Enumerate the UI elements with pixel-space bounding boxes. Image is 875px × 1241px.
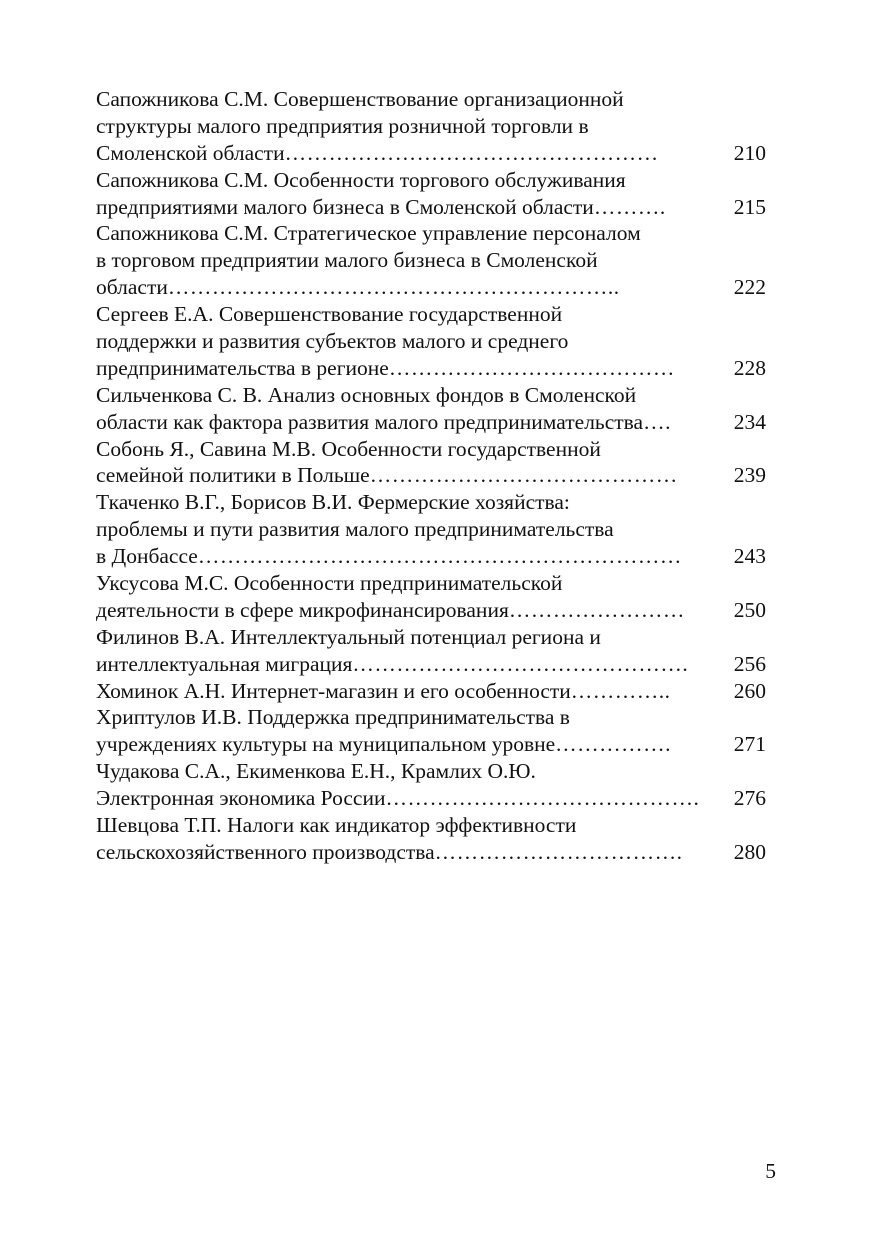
toc-page-ref: 256 xyxy=(733,651,766,676)
toc-entry-text: Смоленской области xyxy=(96,140,285,165)
toc-entry-text: Сильченкова С. В. Анализ основных фондов в Смоленской xyxy=(96,382,637,407)
leader-dots: …………………………………………………….. xyxy=(167,275,620,300)
toc-entry-text: Хоминок А.Н. Интернет-магазин и его особенности xyxy=(96,678,571,703)
toc-entry-last-line xyxy=(96,409,766,436)
toc-entry-last-line xyxy=(96,140,766,167)
toc-page-ref: 243 xyxy=(733,544,766,569)
toc-entry-text: в торговом предприятии малого бизнеса в Смоленской xyxy=(96,248,598,273)
leader-dots: ………. xyxy=(593,194,666,219)
toc-entry-text: в Донбассе xyxy=(96,544,198,569)
toc-entry-text: Электронная экономика России xyxy=(96,786,386,811)
toc-entry-text: сельскохозяйственного производства xyxy=(96,839,435,864)
toc-entry-text: поддержки и развития субъектов малого и среднего xyxy=(96,329,569,354)
toc-entry-last-line xyxy=(96,274,766,301)
toc-entry-line xyxy=(96,247,766,274)
table-of-contents xyxy=(96,86,766,866)
toc-page-ref: 234 xyxy=(733,409,766,434)
toc-entry-text: Ткаченко В.Г., Борисов В.И. Фермерские хозяйства: xyxy=(96,490,570,515)
toc-entry xyxy=(96,704,766,758)
leader-dots: ………………………………………. xyxy=(352,651,689,676)
toc-entry-text: области xyxy=(96,275,168,300)
toc-entry-text: учреждениях культуры на муниципальном уровне xyxy=(96,732,556,757)
toc-entry xyxy=(96,678,766,705)
toc-entry-text: Чудакова С.А., Екименкова Е.Н., Крамлих О.Ю. xyxy=(96,759,536,784)
leader-dots: ……………………………. xyxy=(434,839,683,864)
toc-entry xyxy=(96,758,766,812)
toc-page-ref: 260 xyxy=(733,678,766,703)
toc-entry-text: Сапожникова С.М. Особенности торгового обслуживания xyxy=(96,167,626,192)
toc-entry xyxy=(96,489,766,570)
toc-entry-text: Собонь Я., Савина М.В. Особенности государственной xyxy=(96,436,601,461)
toc-entry-line xyxy=(96,812,766,839)
toc-entry-text: структуры малого предприятия розничной торговли в xyxy=(96,113,589,138)
toc-entry-line xyxy=(96,167,766,194)
toc-entry-text: Сергеев Е.А. Совершенствование государственной xyxy=(96,302,563,327)
toc-entry-text: Уксусова М.С. Особенности предпринимательской xyxy=(96,571,563,596)
toc-entry-last-line xyxy=(96,355,766,382)
toc-entry-line xyxy=(96,382,766,409)
toc-entry xyxy=(96,382,766,436)
toc-entry-line xyxy=(96,301,766,328)
toc-entry-last-line xyxy=(96,597,766,624)
toc-entry-last-line xyxy=(96,785,766,812)
toc-entry-last-line xyxy=(96,462,766,489)
toc-entry-text: Хриптулов И.В. Поддержка предпринимательства в xyxy=(96,705,570,730)
toc-entry-text: области как фактора развития малого предпринимательства xyxy=(96,409,644,434)
toc-page-ref: 276 xyxy=(733,786,766,811)
toc-page-ref: 228 xyxy=(733,355,766,380)
toc-entry xyxy=(96,624,766,678)
leader-dots: …………………………………………… xyxy=(284,140,659,165)
leader-dots: …………………… xyxy=(508,597,685,622)
toc-entry-line xyxy=(96,86,766,113)
toc-page-ref: 215 xyxy=(733,194,766,219)
toc-entry-line xyxy=(96,328,766,355)
toc-page-ref: 250 xyxy=(733,597,766,622)
toc-entry-text: Сапожникова С.М. Совершенствование организационной xyxy=(96,87,624,111)
toc-entry xyxy=(96,570,766,624)
leader-dots: ………….. xyxy=(570,678,671,703)
leader-dots: …. xyxy=(643,409,671,434)
page-number: 5 xyxy=(765,1159,776,1183)
toc-entry-text: интеллектуальная миграция xyxy=(96,651,353,676)
toc-entry-text: предприятиями малого бизнеса в Смоленской области xyxy=(96,194,594,219)
toc-entry-line xyxy=(96,758,766,785)
toc-entry-last-line xyxy=(96,543,766,570)
toc-entry-line xyxy=(96,516,766,543)
toc-entry-text: проблемы и пути развития малого предпринимательства xyxy=(96,517,614,542)
toc-page-ref: 239 xyxy=(733,463,766,488)
toc-entry-line xyxy=(96,489,766,516)
toc-entry-line xyxy=(96,704,766,731)
toc-entry xyxy=(96,301,766,382)
toc-entry-text: семейной политики в Польше xyxy=(96,463,370,488)
toc-entry-last-line xyxy=(96,651,766,678)
toc-entry-line xyxy=(96,624,766,651)
toc-entry-last-line xyxy=(96,839,766,866)
toc-page-ref: 280 xyxy=(733,839,766,864)
toc-entry xyxy=(96,167,766,221)
toc-entry-last-line xyxy=(96,194,766,221)
toc-entry-last-line xyxy=(96,731,766,758)
toc-entry xyxy=(96,812,766,866)
toc-entry-text: Филинов В.А. Интеллектуальный потенциал региона и xyxy=(96,624,601,649)
toc-entry-text: деятельности в сфере микрофинансирования xyxy=(96,597,509,622)
toc-entry-text: Сапожникова С.М. Стратегическое управление персоналом xyxy=(96,221,641,246)
leader-dots: …………………………………… xyxy=(369,463,678,488)
toc-entry-line xyxy=(96,570,766,597)
toc-entry-line xyxy=(96,436,766,463)
toc-page-ref: 210 xyxy=(733,140,766,165)
leader-dots: ……………………………………. xyxy=(385,786,700,811)
toc-entry-text: Шевцова Т.П. Налоги как индикатор эффективности xyxy=(96,813,577,838)
toc-entry-text: предпринимательства в регионе xyxy=(96,355,389,380)
toc-page-ref: 222 xyxy=(733,275,766,300)
toc-page-ref: 271 xyxy=(733,732,766,757)
toc-entry xyxy=(96,436,766,490)
toc-entry-last-line xyxy=(96,678,766,705)
leader-dots: ………………………………………………………… xyxy=(197,544,682,569)
leader-dots: ……………. xyxy=(555,732,672,757)
toc-entry-line xyxy=(96,113,766,140)
toc-entry xyxy=(96,86,766,167)
toc-entry xyxy=(96,220,766,301)
leader-dots: ………………………………… xyxy=(388,355,675,380)
toc-entry-line xyxy=(96,220,766,247)
